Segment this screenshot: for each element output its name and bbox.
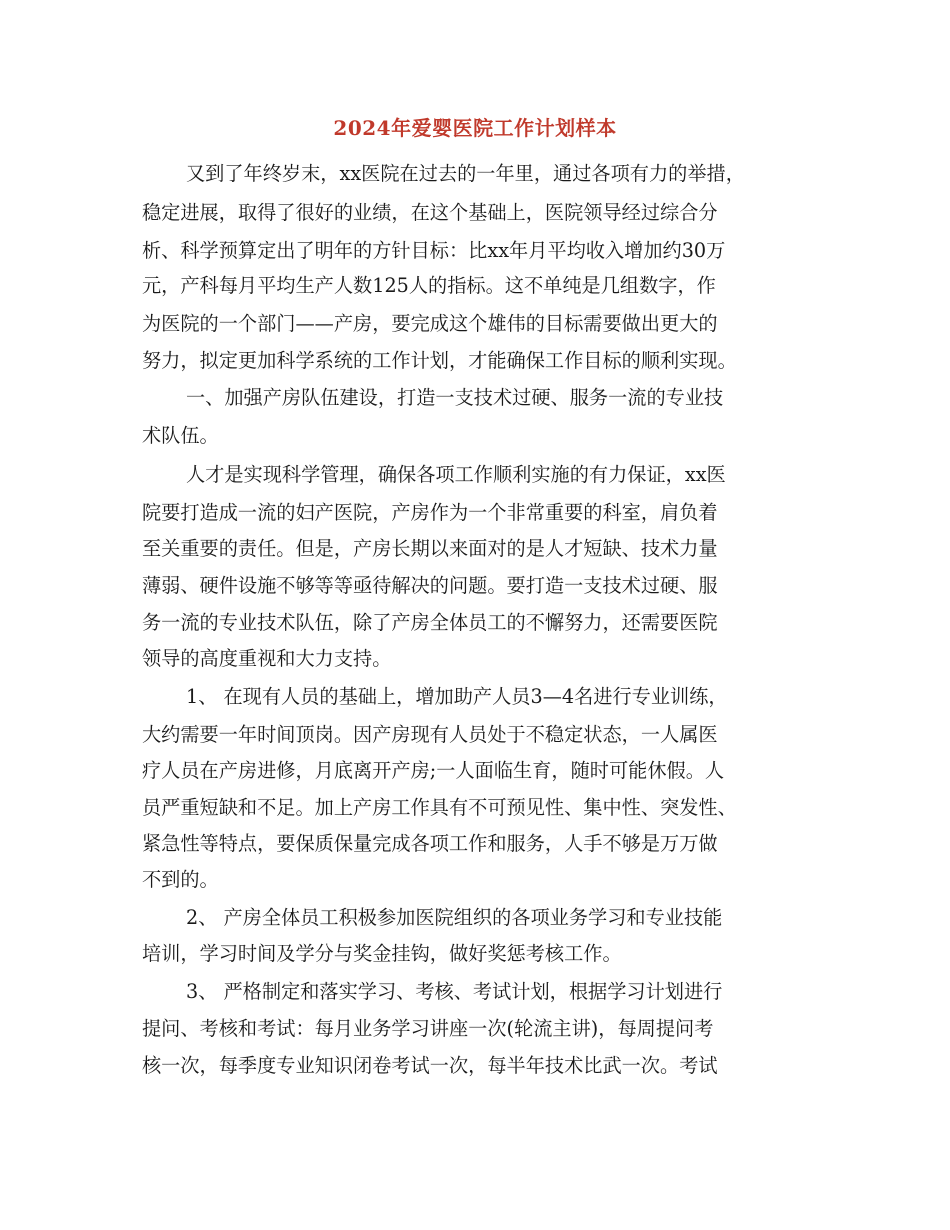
text-line: 大约需要一年时间顶岗。因产房现有人员处于不稳定状态，一人属医 [142,723,718,746]
text-line: 元，产科每月平均生产人数125人的指标。这不单纯是几组数字，作 [142,274,716,297]
text-line: 核一次，每季度专业知识闭卷考试一次，每半年技术比武一次。考试 [142,1054,718,1077]
text-line: 又到了年终岁末，xx医院在过去的一年里，通过各项有力的举措， [186,162,745,185]
text-line: 析、科学预算定出了明年的方针目标：比xx年月平均收入增加约30万 [142,239,726,262]
text-line: 努力，拟定更加科学系统的工作计划，才能确保工作目标的顺利实现。 [142,349,737,372]
text-line: 至关重要的责任。但是，产房长期以来面对的是人才短缺、技术力量 [142,537,718,560]
text-line: 人才是实现科学管理，确保各项工作顺利实施的有力保证，xx医 [186,463,726,486]
text-line: 领导的高度重视和大力支持。 [142,647,392,670]
text-line: 培训，学习时间及学分与奖金挂钩，做好奖惩考核工作。 [142,942,622,965]
section-heading-line: 术队伍。 [142,424,219,447]
text-line: 疗人员在产房进修，月底离开产房;一人面临生育，随时可能休假。人 [142,759,725,782]
text-line: 院要打造成一流的妇产医院，产房作为一个非常重要的科室，肩负着 [142,501,718,524]
text-line: 薄弱、硬件设施不够等等亟待解决的问题。要打造一支技术过硬、服 [142,574,718,597]
text-line: 稳定进展，取得了很好的业绩，在这个基础上，医院领导经过综合分 [142,201,718,224]
text-line: 为医院的一个部门——产房，要完成这个雄伟的目标需要做出更大的 [142,312,718,335]
text-line: 紧急性等特点，要保质保量完成各项工作和服务，人手不够是万万做 [142,832,718,855]
text-line: 提问、考核和考试：每月业务学习讲座一次(轮流主讲)，每周提问考 [142,1017,714,1040]
document-title: 2024年爱婴医院工作计划样本 [333,116,617,140]
list-item-line: 3、 严格制定和落实学习、考核、考试计划，根据学习计划进行 [186,980,723,1003]
section-heading-line: 一、加强产房队伍建设，打造一支技术过硬、服务一流的专业技 [186,386,724,409]
list-item-line: 2、 产房全体员工积极参加医院组织的各项业务学习和专业技能 [186,906,723,929]
list-item-line: 1、 在现有人员的基础上，增加助产人员3—4名进行专业训练， [186,685,728,708]
text-line: 务一流的专业技术队伍，除了产房全体员工的不懈努力，还需要医院 [142,611,718,634]
text-line: 员严重短缺和不足。加上产房工作具有不可预见性、集中性、突发性、 [142,796,737,819]
text-line: 不到的。 [142,868,219,891]
